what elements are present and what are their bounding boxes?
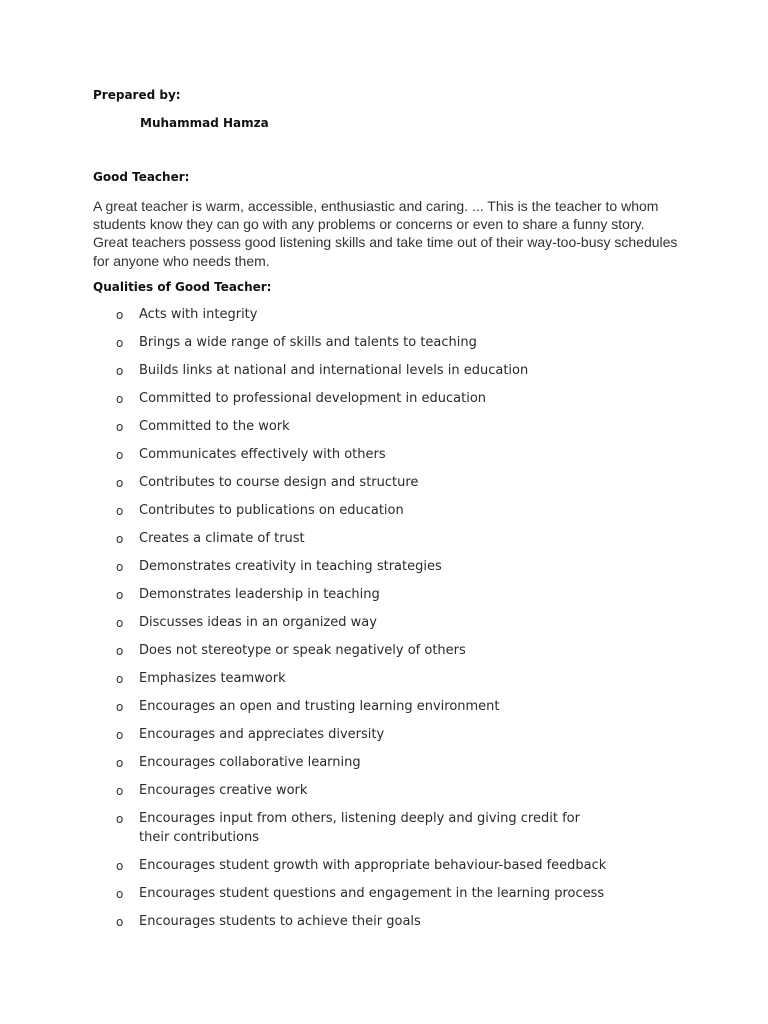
bullet-icon: o bbox=[116, 756, 124, 770]
list-item-text: Brings a wide range of skills and talents to teaching bbox=[139, 335, 477, 350]
list-item bbox=[0, 885, 609, 904]
bullet-icon: o bbox=[116, 336, 124, 350]
list-item-text: Encourages student growth with appropriate behaviour-based feedback bbox=[139, 857, 607, 873]
author-name: Muhammad Hamza bbox=[140, 116, 269, 130]
list-item-text: Encourages creative work bbox=[139, 783, 308, 798]
intro-paragraph: A great teacher is warm, accessible, enthusiastic and caring. ... This is the teacher to whom students know they can go with any problems or concerns or even to share a funny story. Great teachers possess good listening skills and take time out of their way-too-busy schedules for anyone who needs them. bbox=[93, 198, 678, 269]
list-item bbox=[0, 502, 609, 521]
list-item bbox=[0, 913, 609, 932]
bullet-icon: o bbox=[116, 308, 124, 322]
list-item-text: Creates a climate of trust bbox=[139, 531, 305, 546]
list-item bbox=[0, 726, 609, 745]
list-item-text: Discusses ideas in an organized way bbox=[139, 615, 377, 630]
bullet-icon: o bbox=[116, 448, 124, 462]
list-item-text: Emphasizes teamwork bbox=[139, 671, 286, 686]
bullet-icon: o bbox=[116, 672, 124, 686]
bullet-icon: o bbox=[116, 914, 124, 929]
section-heading: Good Teacher: bbox=[93, 170, 190, 184]
bullet-icon: o bbox=[116, 532, 124, 546]
list-item bbox=[0, 614, 609, 633]
bullet-icon: o bbox=[116, 420, 124, 434]
list-item bbox=[0, 418, 609, 437]
bullet-icon: o bbox=[116, 784, 124, 798]
list-item-text: Does not stereotype or speak negatively of others bbox=[139, 643, 466, 658]
list-item bbox=[0, 754, 609, 773]
list-item bbox=[0, 390, 609, 409]
list-item-text: Acts with integrity bbox=[139, 307, 258, 322]
bullet-icon: o bbox=[116, 364, 124, 378]
list-item-text: Encourages student questions and engagement in the learning process bbox=[139, 885, 605, 901]
qualities-heading: Qualities of Good Teacher: bbox=[93, 280, 272, 294]
list-item-text: Demonstrates creativity in teaching strategies bbox=[139, 559, 442, 574]
bullet-icon: o bbox=[116, 812, 124, 826]
list-item-text: Demonstrates leadership in teaching bbox=[139, 587, 380, 602]
bullet-icon: o bbox=[116, 728, 124, 742]
bullet-icon: o bbox=[116, 504, 124, 518]
list-item bbox=[0, 642, 609, 661]
list-item-text: Committed to professional development in education bbox=[139, 391, 487, 406]
bullet-icon: o bbox=[116, 588, 124, 602]
bullet-icon: o bbox=[116, 644, 124, 658]
list-item-text: Contributes to course design and structure bbox=[139, 475, 419, 490]
list-item-text: Contributes to publications on education bbox=[139, 503, 404, 518]
bullet-icon: o bbox=[116, 858, 124, 873]
list-item-text: Encourages an open and trusting learning environment bbox=[139, 699, 500, 714]
list-item bbox=[0, 857, 609, 876]
list-item-text: Encourages students to achieve their goals bbox=[139, 913, 421, 929]
list-item bbox=[0, 782, 609, 801]
list-item bbox=[0, 474, 609, 493]
list-item bbox=[0, 362, 609, 381]
list-item-text: Encourages input from others, listening deeply and giving credit for their contributions bbox=[139, 811, 580, 845]
bullet-icon: o bbox=[116, 392, 124, 406]
list-item bbox=[0, 586, 609, 605]
list-item-text: Encourages and appreciates diversity bbox=[139, 727, 385, 742]
bullet-icon: o bbox=[116, 476, 124, 490]
list-item bbox=[0, 530, 609, 549]
list-item bbox=[0, 446, 609, 465]
list-item-text: Committed to the work bbox=[139, 419, 290, 434]
bullet-icon: o bbox=[116, 886, 124, 901]
list-item bbox=[0, 306, 609, 325]
list-item bbox=[0, 670, 609, 689]
qualities-list bbox=[0, 306, 768, 941]
list-item-text: Communicates effectively with others bbox=[139, 447, 386, 462]
bullet-icon: o bbox=[116, 560, 124, 574]
bullet-icon: o bbox=[116, 700, 124, 714]
bullet-icon: o bbox=[116, 616, 124, 630]
list-item bbox=[0, 334, 609, 353]
list-item-text: Builds links at national and international levels in education bbox=[139, 363, 529, 378]
prepared-by-label: Prepared by: bbox=[93, 88, 181, 102]
list-item bbox=[0, 810, 609, 847]
list-item bbox=[0, 558, 609, 577]
list-item-text: Encourages collaborative learning bbox=[139, 755, 361, 770]
list-item bbox=[0, 698, 609, 717]
